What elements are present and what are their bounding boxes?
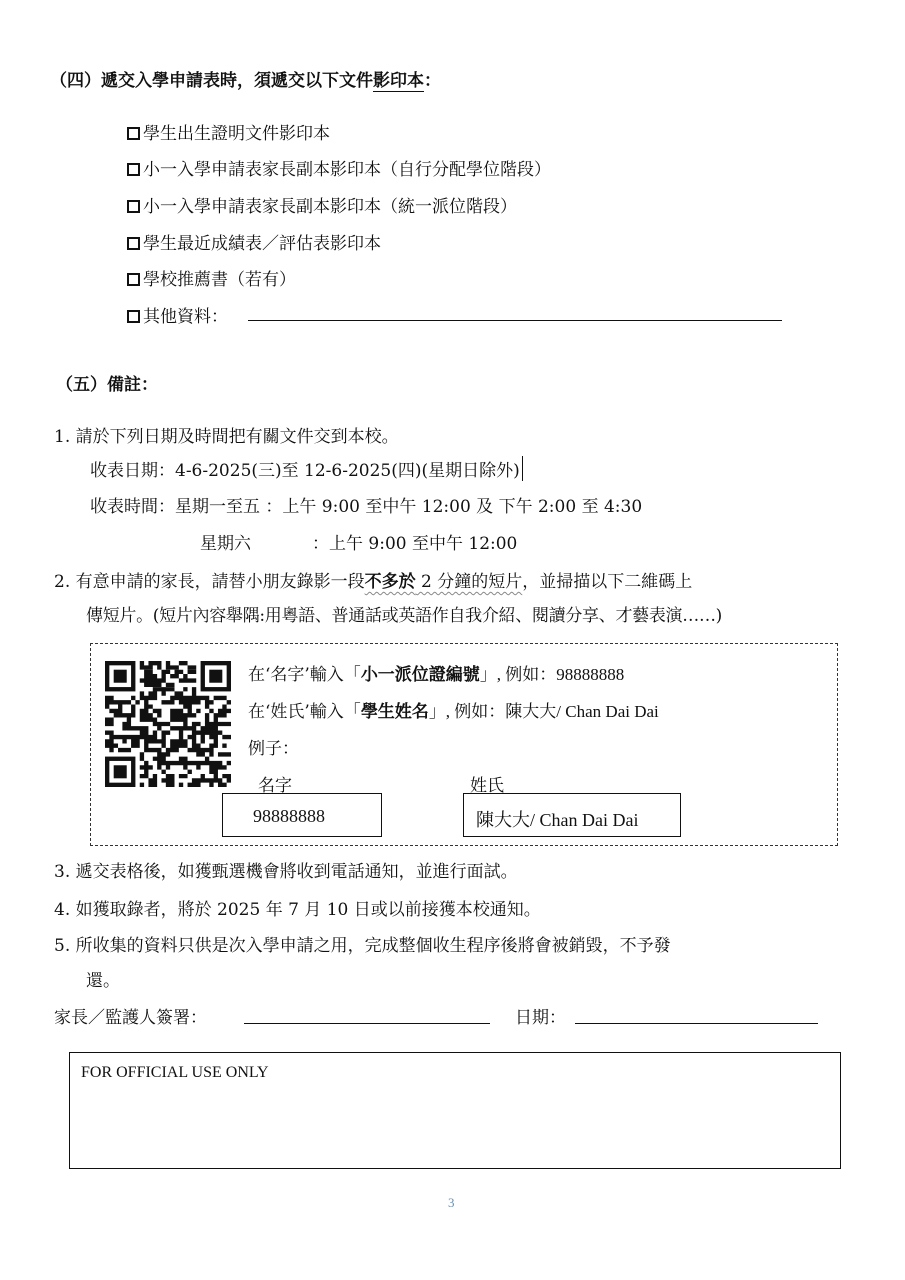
qr-instruction-line-1 [248,660,624,685]
note-text-cont: ，並掃描以下二維碼上 [522,572,693,592]
checklist-item-label: 小一入學申請表家長副本影印本（統一派位階段） [143,197,517,217]
section-5-heading: （五）備註： [56,375,158,395]
official-use-box [69,1052,841,1169]
signature-field[interactable] [244,1023,490,1024]
qr-code-icon[interactable] [105,661,231,787]
name-field-label: 名字 [258,776,292,796]
note-text-underlined: 2 分鐘的短片 [415,572,523,592]
name-example-value: 98888888 [253,806,325,826]
checkbox[interactable] [127,237,140,250]
instruction-text: 在‘姓氏’輸入「 [248,702,361,722]
checklist-item-label: 小一入學申請表家長副本影印本（自行分配學位階段） [143,160,551,180]
note-number: 5. [54,936,71,956]
note-number: 1. [54,427,71,447]
example-label: 例子： [248,739,299,759]
note-5-line-2: 還。 [86,971,120,991]
checkbox[interactable] [127,127,140,140]
checklist-item[interactable] [127,192,517,217]
note-3 [54,857,518,882]
instruction-text-end: 」, 例如：98888888 [479,665,625,684]
name-example-box [222,793,382,837]
official-use-label: FOR OFFICIAL USE ONLY [81,1064,269,1081]
checkbox[interactable] [127,273,140,286]
note-text: 所收集的資料只供是次入學申請之用，完成整個收生程序後將會被銷毀，不予發 [75,936,671,956]
note-4 [54,895,541,920]
qr-instruction-line-2 [248,697,659,722]
checklist-item[interactable] [127,119,330,144]
checklist-item[interactable] [127,229,381,254]
collection-hours-saturday: ：上午 9:00 至中午 12:00 [312,534,518,554]
page-number: 3 [448,1195,455,1210]
checkbox[interactable] [127,163,140,176]
checklist-item-label: 學生最近成績表／評估表影印本 [143,234,381,254]
note-text: 遞交表格後，如獲甄選機會將收到電話通知，並進行面試。 [75,862,518,882]
checklist-item-label: 其他資料： [143,307,228,327]
surname-example-box [463,793,681,837]
note-number: 4. [54,900,71,920]
collection-day-saturday: 星期六 [200,534,251,554]
instruction-text: 在‘名字’輸入「 [248,665,361,685]
instruction-text-end: 」, 例如：陳大大/ Chan Dai Dai [428,702,659,721]
checklist-item[interactable] [127,265,296,290]
instruction-text-bold: 小一派位證編號 [360,665,480,685]
note-5 [54,931,671,956]
section-4-heading-underlined: 影印本 [373,71,424,91]
note-text: 有意申請的家長，請替小朋友錄影一段 [75,572,365,592]
section-4-heading [50,66,441,91]
note-2 [54,567,692,592]
section-4-heading-colon: ： [424,71,441,91]
note-text-bold: 不多於 [364,572,416,592]
checklist-item-label: 學生出生證明文件影印本 [143,124,330,144]
note-text: 如獲取錄者，將於 2025 年 7 月 10 日或以前接獲本校通知。 [75,900,541,920]
instruction-text-bold: 學生姓名 [360,702,429,722]
note-text: 請於下列日期及時間把有關文件交到本校。 [75,427,399,447]
checklist-item[interactable] [127,155,551,180]
checklist-item[interactable] [127,302,228,327]
date-field[interactable] [575,1023,818,1024]
checkbox[interactable] [127,200,140,213]
note-2-line-2: 傳短片。(短片內容舉隅:用粵語、普通話或英語作自我介紹、閱讀分享、才藝表演……) [86,606,722,626]
collection-hours-weekdays: 收表時間：星期一至五 ：上午 9:00 至中午 12:00 及 下午 2:00 至 4:30 [90,497,643,517]
note-number: 2. [54,572,71,592]
collection-dates: 收表日期：4-6-2025(三)至 12-6-2025(四)(星期日除外) [90,456,523,481]
note-1 [54,422,399,447]
signature-label: 家長／監護人簽署： [54,1008,207,1028]
other-info-field[interactable] [248,320,782,321]
date-label: 日期： [515,1008,566,1028]
section-4-heading-text: （四）遞交入學申請表時，須遞交以下文件 [50,71,373,91]
checklist-item-label: 學校推薦書（若有） [143,270,296,290]
surname-field-label: 姓氏 [470,776,504,796]
checkbox[interactable] [127,310,140,323]
surname-example-value: 陳大大/ Chan Dai Dai [476,810,639,830]
note-number: 3. [54,862,71,882]
